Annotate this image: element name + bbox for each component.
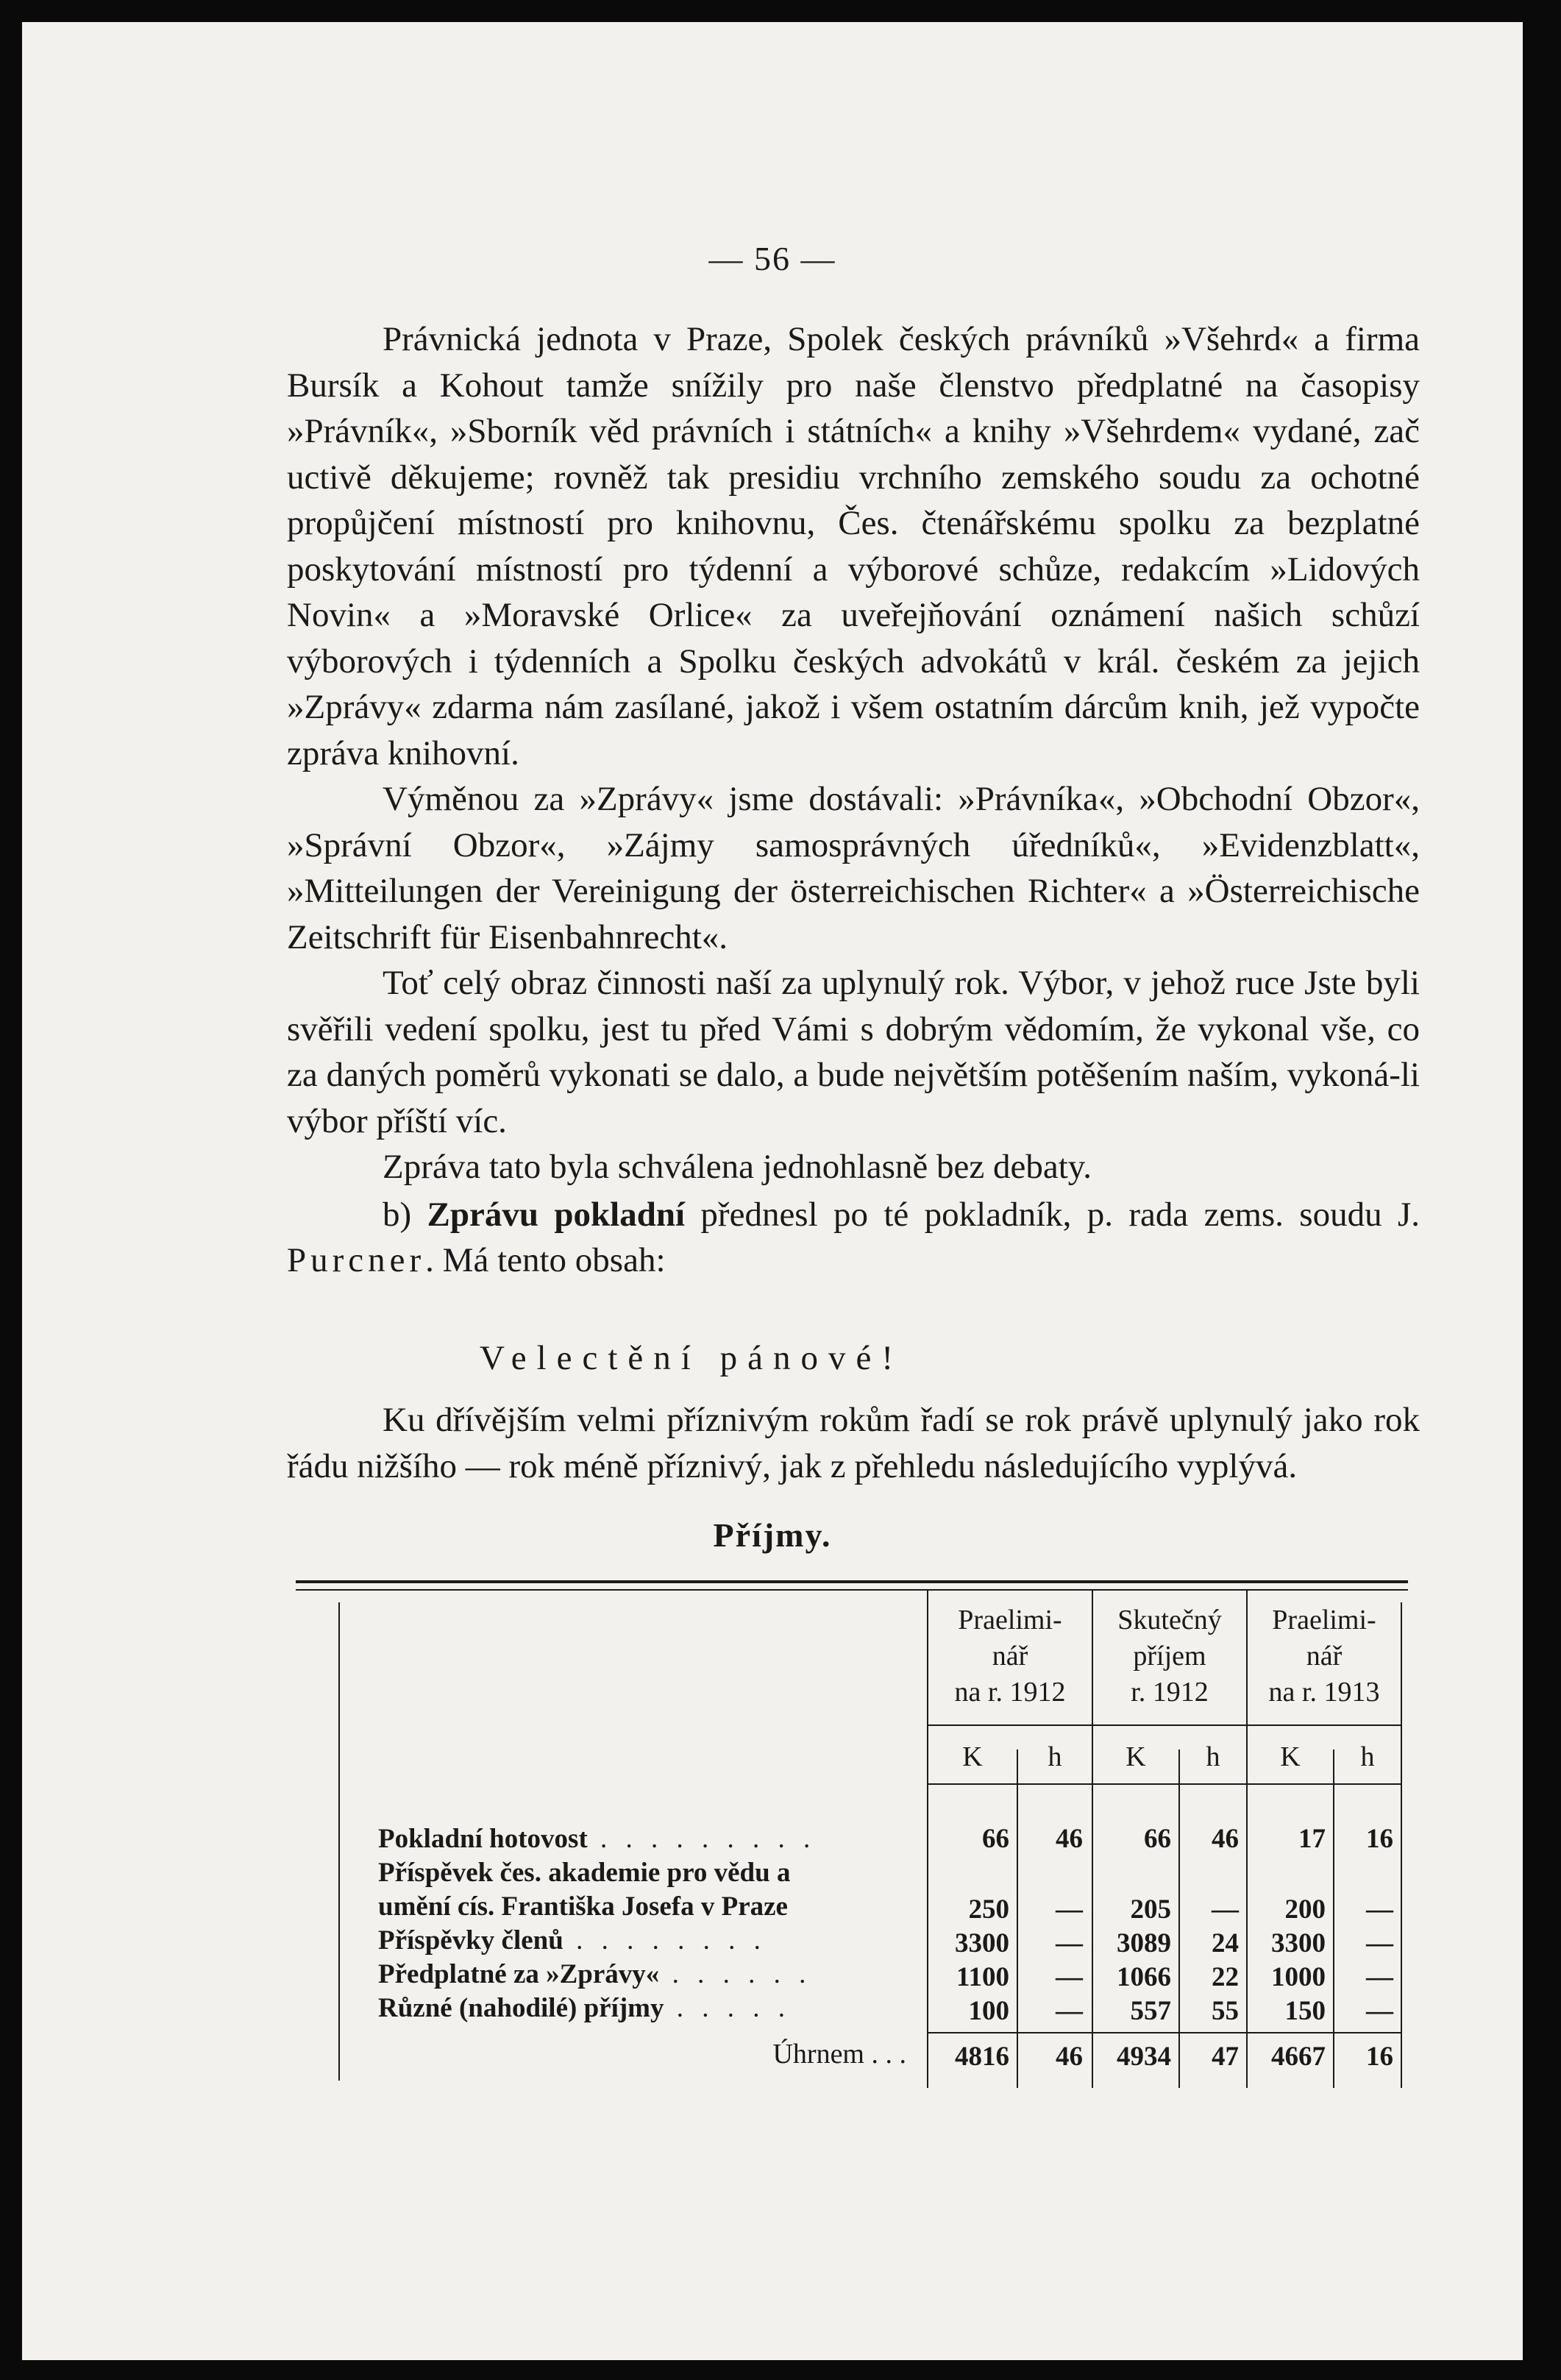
paragraph-thanks: Právnická jednota v Praze, Spolek českých právníků »Všehrd« a firma Bursík a Kohout tamže snížily pro naše členstvo předplatné na časopisy »Právník«, »Sborník věd právních i státních« a knihy »Všehrdem« vydané, zač uctivě děkujeme; rovněž tak presidiu vrchního zemského soudu za ochotné propůjčení místností pro knihovnu, Čes. čtenářskému spolku za bezplatné poskytování místností pro týdenní a výborové schůze, redakcím »Lidových Novin« a »Moravské Orlice« za uveřejňování oznámení našich schůzí výborových i týdenních a Spolku českých advokátů v král. českém za jejich »Zprávy« zdarma nám zasílané, jakož i všem ostatním dárcům knih, jež vypočte zpráva knihovní.: [287, 320, 1420, 772]
table-left-rule: [338, 1602, 340, 2081]
total-cell: 47: [1212, 2042, 1239, 2072]
cell: 1066: [1117, 1962, 1171, 1992]
treasurer-name: Purcner: [287, 1241, 426, 1279]
cell: —: [1056, 1928, 1083, 1958]
cell: 557: [1130, 1996, 1171, 2026]
cell: —: [1366, 1894, 1393, 1925]
unit-k-1: K: [962, 1741, 983, 1772]
cell: 22: [1212, 1962, 1239, 1992]
paragraph-summary: Toť celý obraz činnosti naší za uplynulý rok. Výbor, v jehož ruce Jste byli svěřili vedení spolku, jest tu před Vámi s dobrým vědomím, že vykonal vše, co za daných poměrů vykonati se dalo, a bude největším potěšením naším, vykoná-li výbor příští víc.: [287, 964, 1420, 1140]
row-label-academy-cont: umění cís. Františka Josefa v Praze: [378, 1891, 788, 1922]
item-b-bold: Zprávu pokladní: [427, 1195, 686, 1234]
cell: 3089: [1117, 1928, 1171, 1958]
paragraph-treasurer: [287, 1192, 1420, 1284]
total-cell: 46: [1056, 2042, 1083, 2072]
total-rule: [927, 2032, 1401, 2033]
col-header-1: Praelimi- nář na r. 1912: [954, 1605, 1066, 1708]
unit-h-1: h: [1048, 1741, 1062, 1772]
item-b-suffix: . Má tento obsah:: [425, 1241, 666, 1279]
report-text: [287, 316, 1420, 1489]
page-number: — 56 —: [708, 240, 836, 277]
cell: 1100: [956, 1962, 1009, 1992]
cell: 3300: [955, 1928, 1009, 1958]
cell: 200: [1284, 1894, 1326, 1925]
row-label-members: Příspěvky členů . . . . . . . .: [378, 1925, 767, 1955]
col-header-3: Praelimi- nář na r. 1913: [1268, 1605, 1380, 1708]
cell: 1000: [1271, 1962, 1326, 1992]
unit-k-3: K: [1280, 1741, 1301, 1772]
cell: —: [1366, 1928, 1393, 1958]
cell: 24: [1212, 1928, 1239, 1958]
cell: —: [1212, 1894, 1239, 1925]
unit-h-2: h: [1206, 1741, 1220, 1772]
total-label: Úhrnem . . .: [772, 2039, 906, 2070]
cell: 100: [968, 1996, 1009, 2026]
unit-rule: [927, 1783, 1401, 1785]
cell: 205: [1130, 1894, 1171, 1925]
paragraph-closing: Ku dřívějším velmi příznivým rokům řadí se rok právě uplynulý jako rok řádu nižšího — rok méně příznivý, jak z přehledu následujícího vyplývá.: [287, 1401, 1420, 1485]
cell: 46: [1056, 1824, 1083, 1854]
cell: 17: [1298, 1824, 1326, 1854]
header-rule: [927, 1724, 1401, 1726]
row-label-misc: Různé (nahodilé) příjmy . . . . .: [378, 1993, 791, 2023]
col-header-2: Skutečný příjem r. 1912: [1117, 1605, 1222, 1708]
table-rule-top-thin: [296, 1589, 1408, 1591]
table-rule-top: [296, 1580, 1408, 1583]
income-table: [296, 1580, 1408, 2088]
cell: —: [1056, 1996, 1083, 2026]
total-cell: 4667: [1271, 2042, 1326, 2072]
greeting: Velectění pánové!: [480, 1338, 903, 1377]
income-title: Příjmy.: [713, 1516, 832, 1554]
row-label-cash: Pokladní hotovost . . . . . . . . .: [378, 1824, 817, 1854]
paragraph-exchange: Výměnou za »Zprávy« jsme dostávali: »Právníka«, »Obchodní Obzor«, »Správní Obzor«, »Zájmy samosprávných úředníků«, »Evidenzblatt«, »Mitteilungen der Vereinigung der österreichischen Richter« a »Österreichische Zeitschrift für Eisenbahnrecht«.: [287, 780, 1420, 956]
cell: 55: [1212, 1996, 1239, 2026]
item-b-prefix: b): [383, 1195, 427, 1234]
unit-k-2: K: [1126, 1741, 1146, 1772]
paragraph-approval: Zpráva tato byla schválena jednohlasně bez debaty.: [383, 1148, 1092, 1186]
total-cell: 4816: [955, 2042, 1009, 2072]
cell: —: [1366, 1962, 1393, 1992]
cell: 66: [982, 1824, 1009, 1854]
total-cell: 16: [1366, 2042, 1393, 2072]
cell: —: [1056, 1962, 1083, 1992]
cell: 16: [1366, 1824, 1393, 1854]
cell: 3300: [1271, 1928, 1326, 1958]
cell: 150: [1284, 1996, 1326, 2026]
cell: —: [1366, 1996, 1393, 2026]
cell: 250: [968, 1894, 1009, 1925]
row-label-academy: Příspěvek čes. akademie pro vědu a: [378, 1858, 791, 1888]
col-divider-4: [1401, 1602, 1402, 2088]
total-cell: 4934: [1117, 2042, 1171, 2072]
cell: —: [1056, 1894, 1083, 1925]
item-b-middle: přednesl po té pokladník, p. rada zems. soudu J.: [685, 1195, 1420, 1234]
cell: 66: [1144, 1824, 1171, 1854]
cell: 46: [1212, 1824, 1239, 1854]
document-page: [22, 22, 1523, 2360]
row-label-subscriptions: Předplatné za »Zprávy« . . . . . .: [378, 1959, 812, 1989]
unit-h-3: h: [1360, 1741, 1375, 1772]
